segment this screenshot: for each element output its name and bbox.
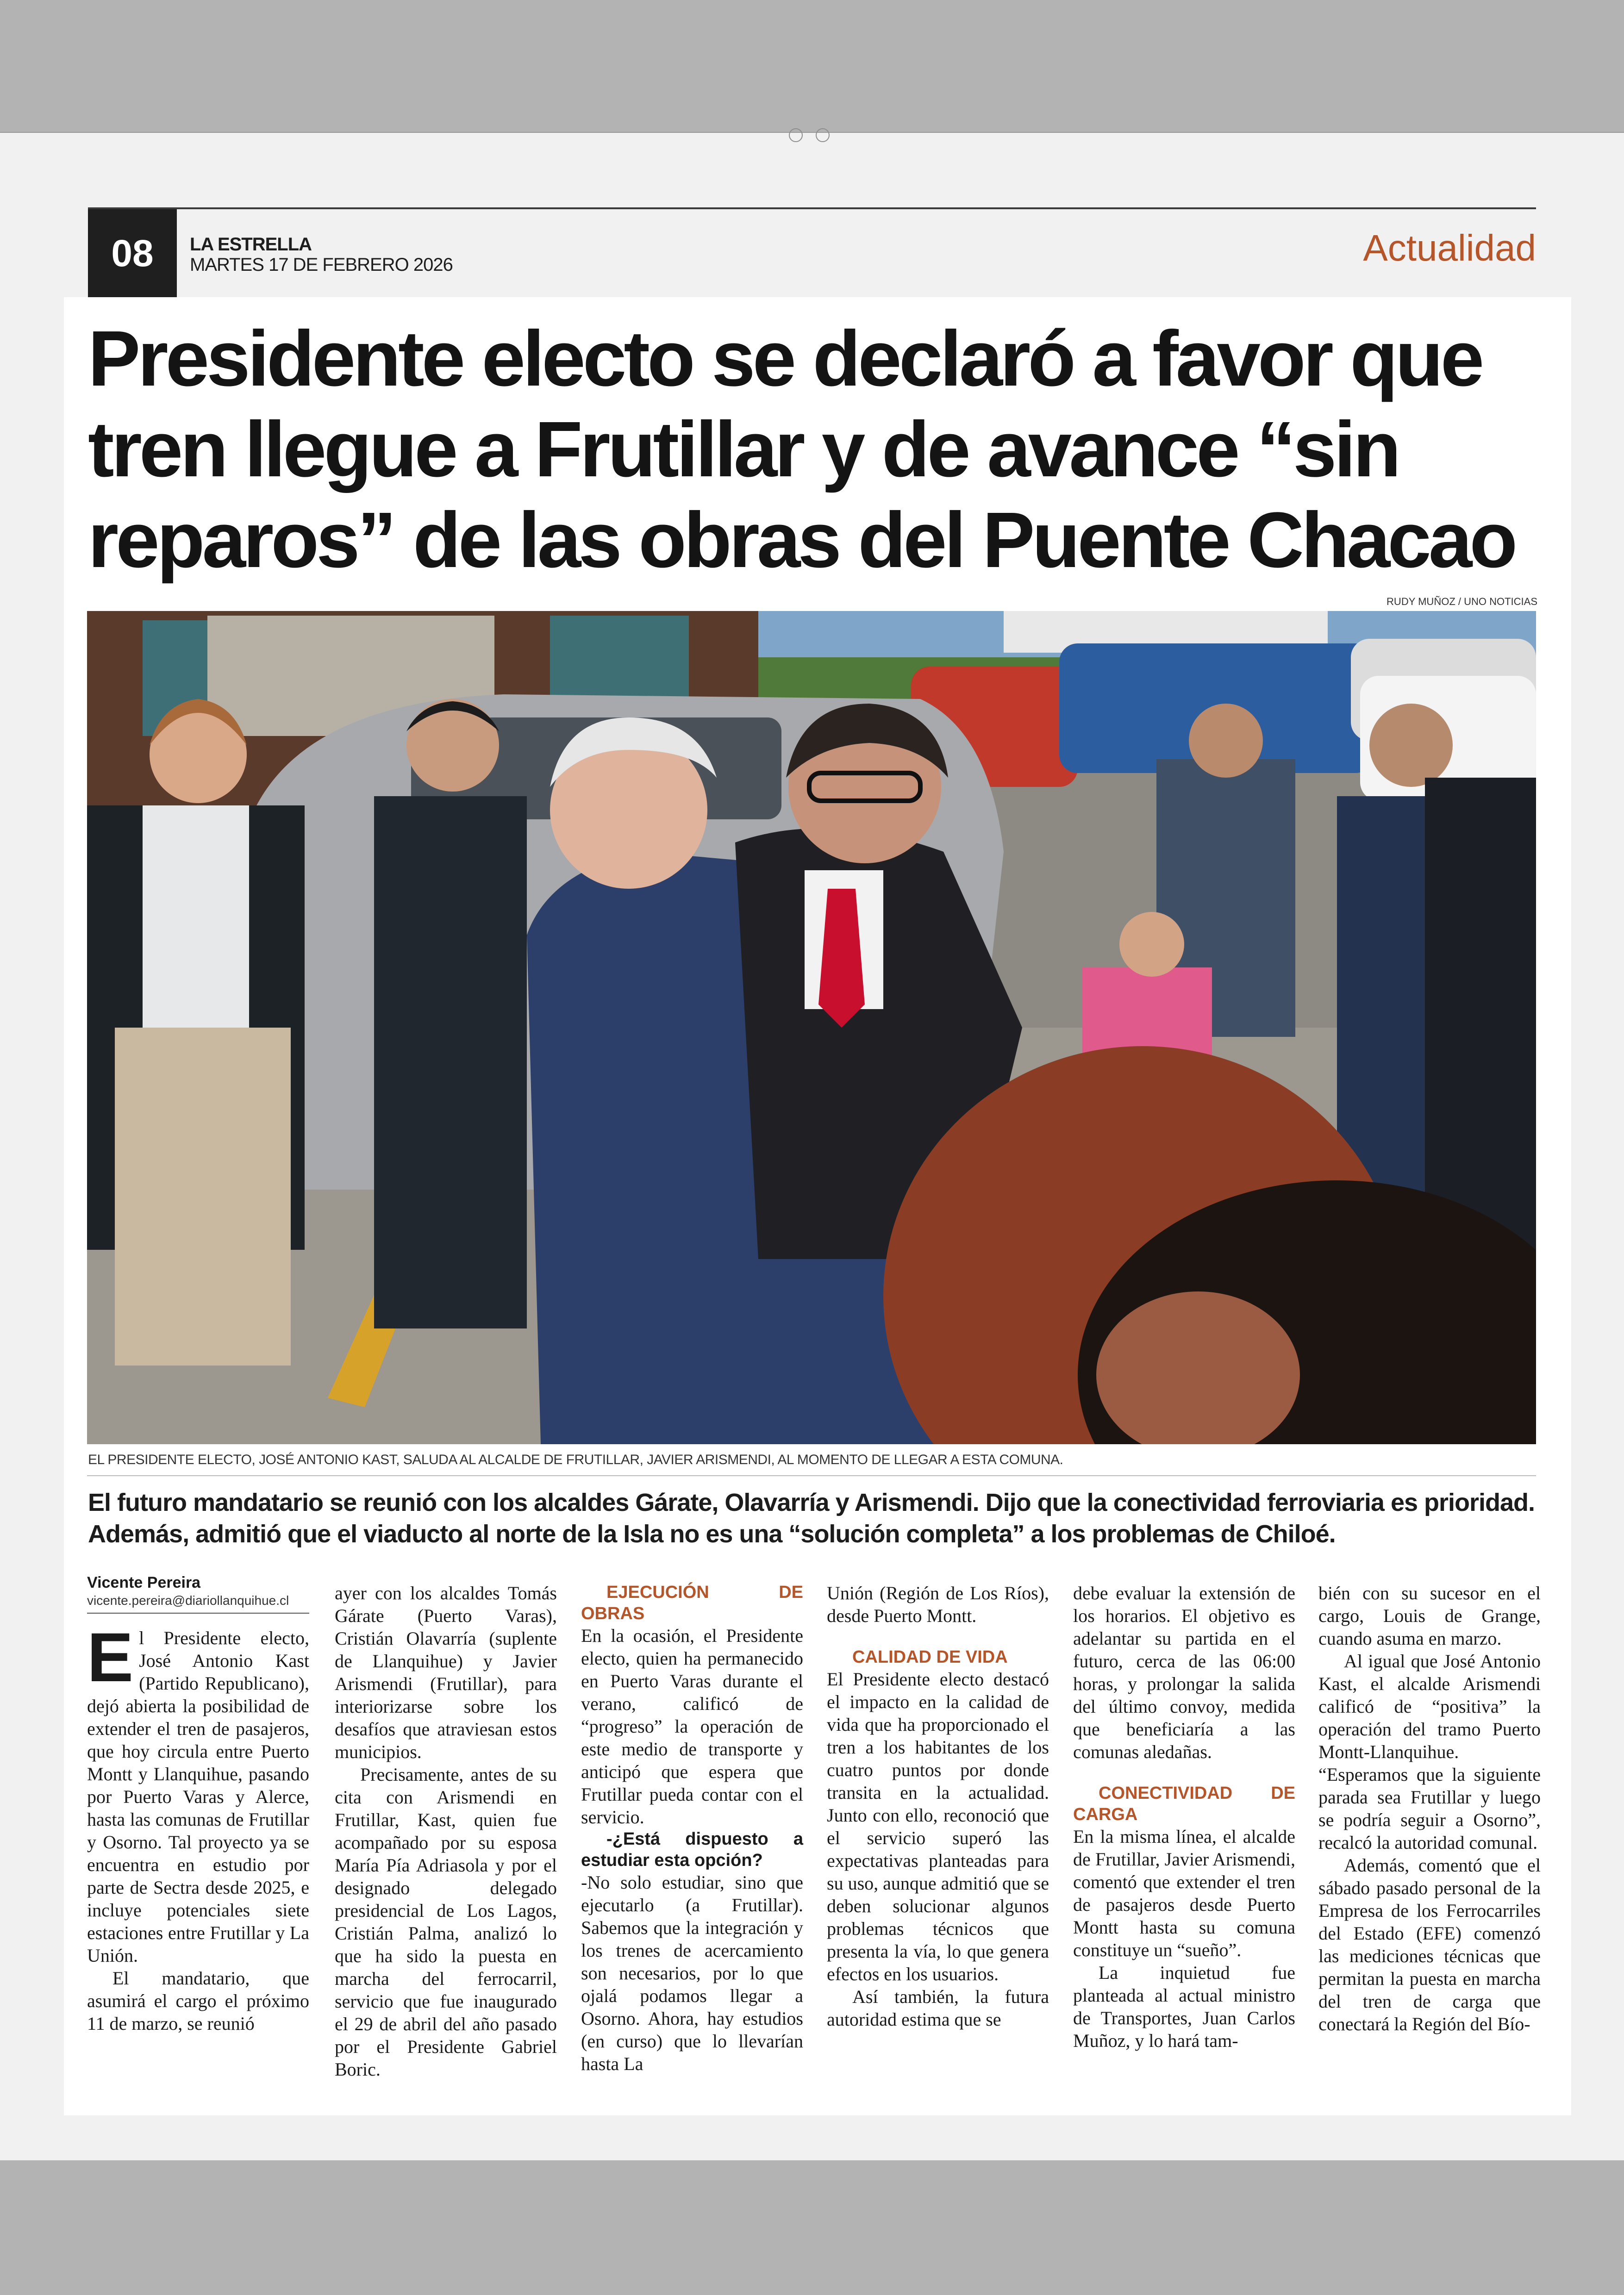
text-column-2 xyxy=(335,1582,557,2081)
paragraph: En la misma línea, el alcalde de Frutillar, Javier Arismendi, comentó que extender el tren de pasajeros desde Puerto Montt hasta su comuna constituye un “sueño”. xyxy=(1073,1826,1295,1960)
subhead-ejecucion: EJECUCIÓN DE OBRAS xyxy=(581,1583,803,1623)
page-number: 08 xyxy=(88,209,177,298)
paragraph-text: l Presidente electo, José Antonio Kast (Partido Republicano), dejó abierta la posibilidad de extender el tren de pasajeros, que hoy circula entre Puerto Montt y Llanquihue, pasando por Puerto Varas y Alerce, hasta las comunas de Frutillar y Osorno. Tal proyecto ya se encuentra en estudio por parte de Sectra desde 2025, e incluye potenciales siete estaciones entre Frutillar y La Unión. xyxy=(87,1628,309,1966)
paragraph: Además, comentó que el sábado pasado personal de la Empresa de los Ferrocarriles del Estado (EFE) comenzó las mediciones técnicas que permitan la puesta en marcha del tren de carga que conectará la Región del Bío- xyxy=(1318,1855,1541,2034)
subhead-conectividad: CONECTIVIDAD DE CARGA xyxy=(1073,1784,1295,1824)
page-indicator-dots[interactable] xyxy=(782,128,838,142)
paragraph: ayer con los alcaldes Tomás Gárate (Puerto Varas), Cristián Olavarría (suplente de Llanquihue) y Javier Arismendi (Frutillar), para interiorizarse sobre los desafíos que atraviesan estos municipios. xyxy=(335,1583,557,1762)
page-dot-icon[interactable] xyxy=(816,128,830,142)
spacer xyxy=(827,1627,1049,1646)
text-column-1 xyxy=(87,1618,309,2035)
photo-caption: EL PRESIDENTE ELECTO, JOSÉ ANTONIO KAST, SALUDA AL ALCALDE DE FRUTILLAR, JAVIER ARISMENDI, AL MOMENTO DE LLEGAR A ESTA COMUNA. xyxy=(88,1452,1063,1467)
viewer-top-band xyxy=(0,0,1624,134)
paragraph: Al igual que José Antonio Kast, el alcalde Arismendi calificó de “positiva” la operación del tramo Puerto Montt-Llanquihue. “Esperamos que la siguiente parada sea Frutillar y luego se podría seguir a Osorno”, recalcó la autoridad comunal. xyxy=(1318,1651,1541,1853)
text-column-3 xyxy=(581,1582,803,2075)
byline-rule xyxy=(87,1613,309,1614)
text-column-5 xyxy=(1073,1582,1295,2052)
photo-credit: RUDY MUÑOZ / UNO NOTICIAS xyxy=(1387,596,1537,607)
author-name: Vicente Pereira xyxy=(87,1574,201,1591)
page-dot-icon[interactable] xyxy=(789,128,803,142)
text-column-4 xyxy=(827,1582,1049,2031)
article xyxy=(64,297,1571,2115)
spacer xyxy=(1073,1763,1295,1783)
paragraph: El mandatario, que asumirá el cargo el próximo 11 de marzo, se reunió xyxy=(87,1968,309,2034)
header-rule xyxy=(88,207,1536,209)
author-email[interactable]: vicente.pereira@diariollanquihue.cl xyxy=(87,1593,289,1608)
article-photo xyxy=(87,611,1536,1444)
article-deck: El futuro mandatario se reunió con los alcaldes Gárate, Olavarría y Arismendi. Dijo que la conectividad ferroviaria es prioridad. Además, admitió que el viaducto al norte de la Isla no es una “solución completa” a los problemas de Chiloé. xyxy=(88,1489,1535,1548)
interview-question: -¿Está dispuesto a estudiar esta opción? xyxy=(581,1829,803,1870)
viewer-bottom-band xyxy=(0,2160,1624,2295)
paragraph: En la ocasión, el Presidente electo, quien ha permanecido en Puerto Varas durante el verano, calificó de “progreso” la operación de este medio de transporte y anticipó que espera que Frutillar pueda contar con el servicio. xyxy=(581,1625,803,1827)
photo-illustration xyxy=(87,611,1536,1444)
text-column-6 xyxy=(1318,1582,1541,2035)
paragraph: El Presidente electo destacó el impacto en la calidad de vida que ha proporcionado el tren a los habitantes de los cuatro puntos por donde transita en la actualidad. Junto con ello, reconoció que el servicio superó las expectativas planteadas para su uso, aunque admitió que se deben solucionar algunos problemas técnicos que presenta la vía, lo que genera efectos en los usuarios. xyxy=(827,1669,1049,1984)
headline: Presidente electo se declaró a favor que tren llegue a Frutillar y de avance “sin reparos” de las obras del Puente Chacao xyxy=(88,315,1515,584)
paragraph: debe evaluar la extensión de los horarios. El objetivo es adelantar su partida en el futuro, cerca de las 06:00 horas, y prolongar la salida del último convoy, medida que beneficiaría a las comunas aledañas. xyxy=(1073,1583,1295,1762)
caption-rule xyxy=(87,1475,1536,1476)
issue-date: MARTES 17 DE FEBRERO 2026 xyxy=(190,255,453,275)
paragraph: La inquietud fue planteada al actual ministro de Transportes, Juan Carlos Muñoz, y lo hará tam- xyxy=(1073,1962,1295,2051)
drop-cap: E xyxy=(87,1618,134,1696)
paragraph: Unión (Región de Los Ríos), desde Puerto Montt. xyxy=(827,1583,1049,1626)
paragraph: Así también, la futura autoridad estima que se xyxy=(827,1986,1049,2030)
newspaper-name: LA ESTRELLA xyxy=(190,234,312,255)
section-label: Actualidad xyxy=(1363,227,1536,268)
subhead-calidad: CALIDAD DE VIDA xyxy=(852,1647,1008,1667)
paragraph: Precisamente, antes de su cita con Arismendi en Frutillar, Kast, quien fue acompañado por su esposa María Pía Adriasola y por el designado delegado presidencial de Los Lagos, Cristián Palma, analizó lo que ha sido la puesta en marcha del ferrocarril, servicio que fue inaugurado el 29 de abril del año pasado por el Presidente Gabriel Boric. xyxy=(335,1764,557,2080)
paragraph xyxy=(87,1618,309,1967)
paragraph: bién con su sucesor en el cargo, Louis de Grange, cuando asuma en marzo. xyxy=(1318,1583,1541,1649)
paragraph: -No solo estudiar, sino que ejecutarlo (a Frutillar). Sabemos que la integración y los trenes de acercamiento son necesarios, por lo que ojalá podamos llegar a Osorno. Ahora, hay estudios (en curso) que lo llevarían hasta La xyxy=(581,1872,803,2074)
